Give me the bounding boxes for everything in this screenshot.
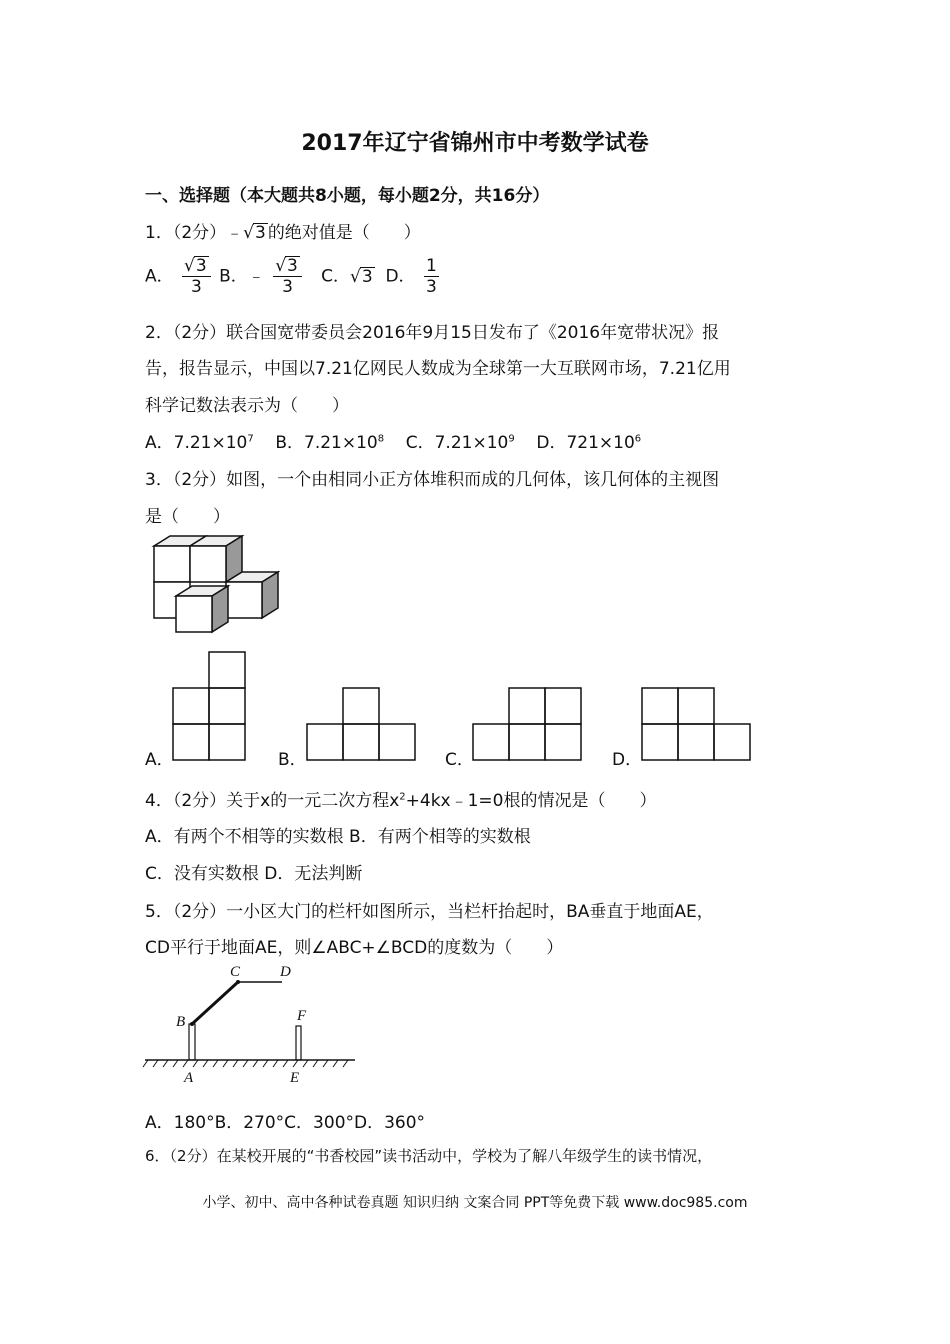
q2-option-c: C．7.21×10 (405, 433, 509, 453)
point-label-c: C (230, 964, 241, 980)
question-1-options: A． $\frac{√3}{3}$ B．﹣ $\frac{√3}{3}$ C．√3 D． $\frac{1}{3}$ (145, 256, 437, 297)
q1-suffix: 的绝对值是（ ） (267, 223, 421, 243)
question-4-options-ab: A．有两个不相等的实数根 B．有两个相等的实数根 (145, 827, 531, 847)
question-1-stem (145, 218, 421, 243)
q2-option-d: D．721×10 (536, 433, 635, 453)
question-2-line-1: 2．（2分）联合国宽带委员会2016年9月15日发布了《2016年宽带状况》报 (145, 323, 720, 343)
q3-option-b-label: B． (278, 750, 307, 770)
page-title: 2017年辽宁省锦州市中考数学试卷 (301, 131, 649, 156)
option-a-fraction: $\frac{√3}{3}$ (182, 256, 211, 297)
point-label-d: D (280, 964, 291, 980)
option-c-label: C． (321, 266, 350, 287)
q3-option-c-label: C． (445, 750, 474, 770)
point-label-b: B (176, 1014, 186, 1030)
question-4-stem: 4．（2分）关于x的一元二次方程$x^2+4kx﹣1=0$根的情况是（ ） (145, 791, 657, 811)
question-6-line-1: 6．（2分）在某校开展的“书香校园”读书活动中，学校为了解八年级学生的读书情况， (145, 1147, 713, 1165)
q1-radicand: 3 (254, 223, 266, 243)
question-5-line-1: 5．（2分）一小区大门的栏杆如图所示，当栏杆抬起时，BA垂直于地面AE， (145, 902, 714, 922)
question-4-options-cd: C．没有实数根 D．无法判断 (145, 864, 363, 884)
q2-option-b: B．7.21×10 (275, 433, 378, 453)
sqrt-icon: √ (243, 223, 254, 243)
point-label-f: F (297, 1008, 307, 1024)
page-footer: 小学、初中、高中各种试卷真题 知识归纳 文案合同 PPT等免费下载 www.doc985.com (202, 1195, 748, 1211)
option-d-fraction: $\frac{1}{3}$ (425, 256, 437, 297)
cube-stack-figure (140, 530, 280, 635)
q1-prefix: 1．（2分）﹣ (145, 223, 244, 243)
question-2-options: A．$7.21\times 10^7$ B．$7.21\times 10^8$ C．$7.21\times 10^9$ D．$721\times 10^6$ (145, 433, 642, 453)
option-a-view (172, 650, 248, 762)
question-5-options: A．180°B．270°C．300°D．360° (145, 1113, 426, 1133)
option-a-label: A． (145, 266, 174, 287)
option-b-label: B．﹣ (219, 266, 265, 287)
barrier-gate-figure (140, 962, 360, 1086)
option-c-view (472, 686, 584, 762)
question-3-line-2: 是（ ） (145, 507, 230, 527)
option-d-label: D． (385, 266, 416, 287)
q3-option-a-label: A． (145, 750, 174, 770)
option-b-fraction: $\frac{√3}{3}$ (273, 256, 302, 297)
q2-option-a: A．7.21×10 (145, 433, 248, 453)
point-label-e: E (290, 1070, 300, 1086)
question-2-line-3: 科学记数法表示为（ ） (145, 396, 349, 416)
option-c-value: 3 (361, 266, 373, 287)
option-b-view (306, 686, 418, 762)
q3-option-d-label: D． (612, 750, 643, 770)
question-3-line-1: 3．（2分）如图，一个由相同小正方体堆积而成的几何体，该几何体的主视图 (145, 470, 720, 490)
section-heading: 一、选择题（本大题共8小题，每小题2分，共16分） (145, 186, 550, 206)
question-5-line-2: CD平行于地面AE，则∠ABC+∠BCD的度数为（ ） (145, 938, 564, 958)
point-label-a: A (184, 1070, 194, 1086)
question-2-line-2: 告，报告显示，中国以7.21亿网民人数成为全球第一大互联网市场，7.21亿用 (145, 359, 731, 379)
option-d-view (641, 686, 753, 762)
